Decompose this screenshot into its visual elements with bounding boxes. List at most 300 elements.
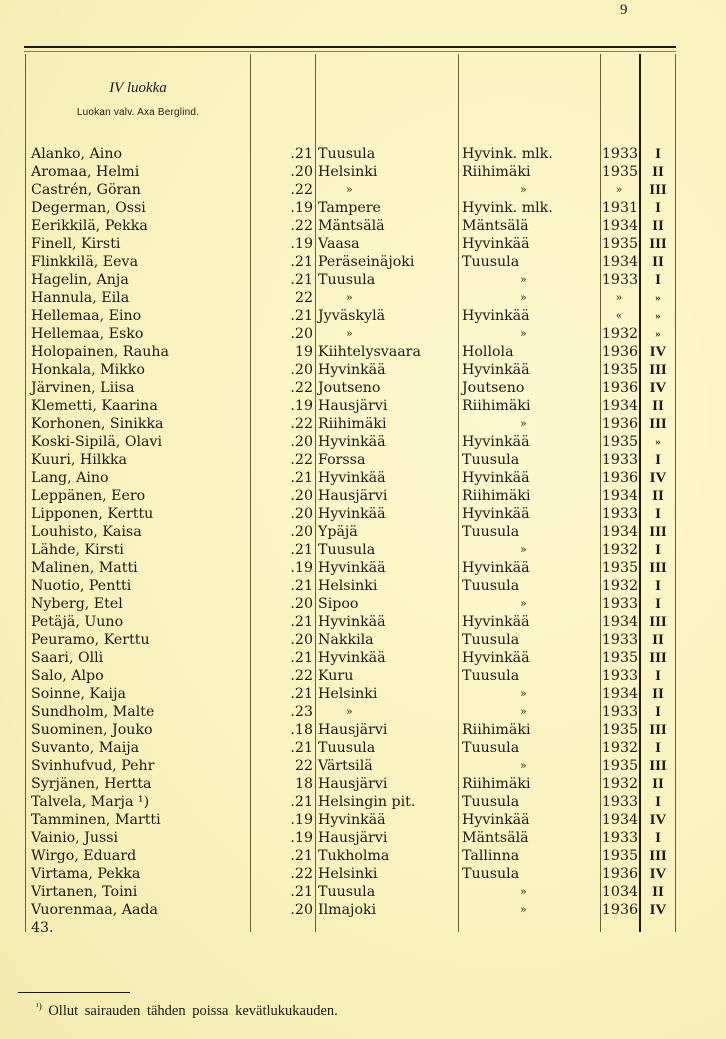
table-row bbox=[0, 757, 726, 775]
entry-year: 1935 bbox=[601, 236, 638, 252]
table-row bbox=[0, 721, 726, 739]
birthplace: Sipoo bbox=[318, 596, 359, 612]
entry-class: I bbox=[655, 668, 661, 684]
entry-class: III bbox=[649, 848, 667, 864]
birthplace: Hyvinkää bbox=[318, 650, 386, 666]
birthplace: Tampere bbox=[318, 200, 381, 216]
birthplace: Hyvinkää bbox=[318, 434, 386, 450]
entry-class: I bbox=[655, 794, 661, 810]
birth-date: .21 bbox=[290, 848, 313, 864]
home-town: Hyvinkää bbox=[462, 308, 530, 324]
birthplace: Hyvinkää bbox=[318, 560, 386, 576]
entry-class: I bbox=[655, 200, 661, 216]
table-row bbox=[0, 199, 726, 217]
entry-year: 1936 bbox=[601, 380, 638, 396]
table-row bbox=[0, 541, 726, 559]
entry-year: 1936 bbox=[601, 902, 638, 918]
home-town: Hyvinkää bbox=[462, 434, 530, 450]
student-name: Virtama, Pekka bbox=[31, 866, 141, 882]
entry-class: III bbox=[649, 182, 667, 198]
entry-class: III bbox=[649, 614, 667, 630]
birth-date: .21 bbox=[290, 740, 313, 756]
student-name: Koski-Sipilä, Olavi bbox=[31, 434, 163, 450]
student-name: Alanko, Aino bbox=[31, 146, 122, 162]
entry-year: 1932 bbox=[601, 326, 638, 342]
home-town: Tuusula bbox=[462, 632, 520, 648]
birth-date: .21 bbox=[290, 650, 313, 666]
table-row bbox=[0, 523, 726, 541]
table-row bbox=[0, 883, 726, 901]
table-row bbox=[0, 451, 726, 469]
student-name: Honkala, Mikko bbox=[31, 362, 145, 378]
birthplace: Tuusula bbox=[318, 542, 376, 558]
student-name: Saari, Olli bbox=[31, 650, 104, 666]
birthplace: Hyvinkää bbox=[318, 812, 386, 828]
entry-class: I bbox=[655, 596, 661, 612]
birth-date: .20 bbox=[290, 326, 313, 342]
birth-date: .20 bbox=[290, 488, 313, 504]
student-name: Lang, Aino bbox=[31, 470, 109, 486]
birth-date: .21 bbox=[290, 308, 313, 324]
table-row bbox=[0, 703, 726, 721]
entry-year: 1934 bbox=[601, 254, 638, 270]
table-row bbox=[0, 433, 726, 451]
birthplace: Ilmajoki bbox=[318, 902, 377, 918]
birth-date: .21 bbox=[290, 470, 313, 486]
home-town: » bbox=[520, 885, 527, 898]
home-town: » bbox=[520, 687, 527, 700]
student-count: 43. bbox=[31, 920, 54, 936]
student-name: Järvinen, Liisa bbox=[31, 380, 135, 396]
table-row bbox=[0, 685, 726, 703]
class-teacher: Luokan valv. Axa Berglind. bbox=[76, 107, 200, 118]
birthplace: Hyvinkää bbox=[318, 506, 386, 522]
table-row bbox=[0, 217, 726, 235]
home-town: Hyvinkää bbox=[462, 812, 530, 828]
entry-class: III bbox=[649, 362, 667, 378]
home-town: » bbox=[520, 417, 527, 430]
entry-year: 1934 bbox=[601, 812, 638, 828]
table-row bbox=[0, 343, 726, 361]
entry-year: 1935 bbox=[601, 434, 638, 450]
birth-date: .21 bbox=[290, 254, 313, 270]
table-row bbox=[0, 613, 726, 631]
entry-year: 1932 bbox=[601, 578, 638, 594]
birthplace: Tuusula bbox=[318, 146, 376, 162]
entry-year: 1936 bbox=[601, 416, 638, 432]
home-town: Tuusula bbox=[462, 740, 520, 756]
birth-date: .22 bbox=[290, 416, 313, 432]
table-row bbox=[0, 415, 726, 433]
birthplace: Tukholma bbox=[318, 848, 390, 864]
birth-date: .20 bbox=[290, 524, 313, 540]
home-town: Hyvink. mlk. bbox=[462, 200, 553, 216]
student-name: Virtanen, Toini bbox=[31, 884, 138, 900]
student-name: Hannula, Eila bbox=[31, 290, 130, 306]
entry-class: I bbox=[655, 506, 661, 522]
entry-year: 1934 bbox=[601, 488, 638, 504]
entry-class: III bbox=[649, 416, 667, 432]
table-row bbox=[0, 145, 726, 163]
birthplace: » bbox=[346, 183, 353, 196]
entry-year: 1936 bbox=[601, 470, 638, 486]
student-name: Holopainen, Rauha bbox=[31, 344, 169, 360]
entry-year: 1933 bbox=[601, 452, 638, 468]
student-name: Lipponen, Kerttu bbox=[31, 506, 154, 522]
entry-class: I bbox=[655, 272, 661, 288]
birthplace: Ypäjä bbox=[318, 524, 358, 540]
entry-year: 1934 bbox=[601, 398, 638, 414]
birth-date: .20 bbox=[290, 506, 313, 522]
birth-date: .22 bbox=[290, 452, 313, 468]
entry-class: IV bbox=[649, 380, 667, 396]
footnote-marker: ¹) bbox=[36, 1001, 42, 1011]
birth-date: .22 bbox=[290, 668, 313, 684]
birthplace: Kiihtelysvaara bbox=[318, 344, 421, 360]
table-row bbox=[0, 325, 726, 343]
home-town: » bbox=[520, 543, 527, 556]
student-name: Talvela, Marja ¹) bbox=[31, 794, 150, 810]
home-town: Hyvinkää bbox=[462, 506, 530, 522]
birthplace: Mäntsälä bbox=[318, 218, 385, 234]
birth-date: .20 bbox=[290, 362, 313, 378]
birthplace: Riihimäki bbox=[318, 416, 387, 432]
birth-date: .20 bbox=[290, 902, 313, 918]
entry-class: II bbox=[652, 218, 664, 234]
home-town: Hyvinkää bbox=[462, 650, 530, 666]
birthplace: Hausjärvi bbox=[318, 398, 388, 414]
table-row bbox=[0, 901, 726, 919]
birthplace: » bbox=[346, 705, 353, 718]
entry-class: IV bbox=[649, 902, 667, 918]
table-row bbox=[0, 181, 726, 199]
home-town: Riihimäki bbox=[462, 722, 531, 738]
birth-date: .21 bbox=[290, 794, 313, 810]
entry-year: 1932 bbox=[601, 740, 638, 756]
table-row bbox=[0, 775, 726, 793]
student-name: Soinne, Kaija bbox=[31, 686, 126, 702]
home-town: Hollola bbox=[462, 344, 514, 360]
table-row bbox=[0, 595, 726, 613]
student-name: Wirgo, Eduard bbox=[31, 848, 137, 864]
home-town: Riihimäki bbox=[462, 164, 531, 180]
entry-year: 1935 bbox=[601, 650, 638, 666]
footnote-rule bbox=[18, 992, 130, 993]
birthplace: Tuusula bbox=[318, 740, 376, 756]
entry-class: II bbox=[652, 164, 664, 180]
entry-year: 1034 bbox=[601, 884, 638, 900]
home-town: Joutseno bbox=[462, 380, 525, 396]
birth-date: .19 bbox=[290, 236, 313, 252]
table-row bbox=[0, 793, 726, 811]
birth-date: .21 bbox=[290, 578, 313, 594]
entry-class: I bbox=[655, 578, 661, 594]
student-name: Suominen, Jouko bbox=[31, 722, 153, 738]
entry-class: III bbox=[649, 758, 667, 774]
home-town: » bbox=[520, 903, 527, 916]
birthplace: Forssa bbox=[318, 452, 366, 468]
birthplace: Peräseinäjoki bbox=[318, 254, 415, 270]
entry-year: « bbox=[615, 309, 623, 322]
home-town: » bbox=[520, 597, 527, 610]
birth-date: .22 bbox=[290, 866, 313, 882]
birth-date: .20 bbox=[290, 434, 313, 450]
entry-class: I bbox=[655, 740, 661, 756]
birthplace: Helsinki bbox=[318, 164, 378, 180]
home-town: » bbox=[520, 705, 527, 718]
entry-year: 1933 bbox=[601, 596, 638, 612]
birthplace: Hausjärvi bbox=[318, 830, 388, 846]
entry-year: 1934 bbox=[601, 218, 638, 234]
entry-class: III bbox=[649, 650, 667, 666]
student-name: Castrén, Göran bbox=[31, 182, 141, 198]
table-row bbox=[0, 307, 726, 325]
entry-year: 1933 bbox=[601, 146, 638, 162]
birth-date: .21 bbox=[290, 686, 313, 702]
table-row bbox=[0, 469, 726, 487]
table-row bbox=[0, 235, 726, 253]
student-name: Flinkkilä, Eeva bbox=[31, 254, 139, 270]
home-town: Hyvinkää bbox=[462, 470, 530, 486]
birthplace: Värtsilä bbox=[318, 758, 373, 774]
table-row bbox=[0, 631, 726, 649]
entry-class: I bbox=[655, 146, 661, 162]
home-town: Tuusula bbox=[462, 524, 520, 540]
home-town: Hyvink. mlk. bbox=[462, 146, 553, 162]
student-name: Salo, Alpo bbox=[31, 668, 104, 684]
student-name: Peuramo, Kerttu bbox=[31, 632, 150, 648]
entry-class: III bbox=[649, 560, 667, 576]
birth-date: .21 bbox=[290, 542, 313, 558]
table-row bbox=[0, 289, 726, 307]
entry-class: » bbox=[655, 436, 661, 448]
table-row bbox=[0, 847, 726, 865]
entry-class: II bbox=[652, 398, 664, 414]
birth-date: .20 bbox=[290, 632, 313, 648]
home-town: Tuusula bbox=[462, 254, 520, 270]
birth-date: .22 bbox=[290, 218, 313, 234]
birthplace: Hyvinkää bbox=[318, 362, 386, 378]
table-row bbox=[0, 577, 726, 595]
entry-year: 1933 bbox=[601, 668, 638, 684]
birth-date: .19 bbox=[290, 560, 313, 576]
home-town: Hyvinkää bbox=[462, 560, 530, 576]
entry-class: » bbox=[655, 310, 661, 322]
entry-year: 1932 bbox=[601, 776, 638, 792]
entry-year: 1935 bbox=[601, 758, 638, 774]
entry-year: 1933 bbox=[601, 632, 638, 648]
birthplace: Tuusula bbox=[318, 884, 376, 900]
birthplace: Hausjärvi bbox=[318, 722, 388, 738]
birthplace: Nakkila bbox=[318, 632, 374, 648]
total-row bbox=[0, 919, 726, 937]
home-town: Riihimäki bbox=[462, 398, 531, 414]
birth-date: 22 bbox=[294, 290, 313, 306]
birthplace: Vaasa bbox=[318, 236, 360, 252]
home-town: Hyvinkää bbox=[462, 236, 530, 252]
entry-class: III bbox=[649, 524, 667, 540]
class-heading: IV luokka bbox=[109, 80, 167, 96]
birthplace: Hausjärvi bbox=[318, 776, 388, 792]
home-town: Tuusula bbox=[462, 668, 520, 684]
birthplace: Hyvinkää bbox=[318, 614, 386, 630]
table-row bbox=[0, 397, 726, 415]
birth-date: .20 bbox=[290, 596, 313, 612]
home-town: Tuusula bbox=[462, 866, 520, 882]
birthplace: Hyvinkää bbox=[318, 470, 386, 486]
table-row bbox=[0, 829, 726, 847]
entry-year: 1935 bbox=[601, 848, 638, 864]
birthplace: Helsinki bbox=[318, 866, 378, 882]
home-town: Mäntsälä bbox=[462, 830, 529, 846]
home-town: » bbox=[520, 183, 527, 196]
student-name: Leppänen, Eero bbox=[31, 488, 146, 504]
home-town: Riihimäki bbox=[462, 776, 531, 792]
home-town: Hyvinkää bbox=[462, 362, 530, 378]
entry-year: 1935 bbox=[601, 362, 638, 378]
footnote bbox=[36, 1001, 338, 1020]
birthplace: Helsingin pit. bbox=[318, 794, 416, 810]
birthplace: Kuru bbox=[318, 668, 354, 684]
entry-year: » bbox=[615, 183, 623, 196]
table-row bbox=[0, 379, 726, 397]
home-town: Mäntsälä bbox=[462, 218, 529, 234]
student-name: Hagelin, Anja bbox=[31, 272, 129, 288]
entry-class: II bbox=[652, 254, 664, 270]
entry-year: 1931 bbox=[601, 200, 638, 216]
table-row bbox=[0, 865, 726, 883]
entry-class: I bbox=[655, 452, 661, 468]
birth-date: .22 bbox=[290, 380, 313, 396]
entry-class: IV bbox=[649, 866, 667, 882]
student-name: Malinen, Matti bbox=[31, 560, 138, 576]
page-number: 9 bbox=[620, 2, 628, 18]
home-town: Hyvinkää bbox=[462, 614, 530, 630]
birth-date: .19 bbox=[290, 200, 313, 216]
entry-class: II bbox=[652, 686, 664, 702]
birthplace: Helsinki bbox=[318, 686, 378, 702]
student-name: Nyberg, Etel bbox=[31, 596, 123, 612]
birthplace: » bbox=[346, 327, 353, 340]
student-name: Finell, Kirsti bbox=[31, 236, 121, 252]
entry-year: 1936 bbox=[601, 344, 638, 360]
table-row bbox=[0, 253, 726, 271]
entry-year: 1936 bbox=[601, 866, 638, 882]
birth-date: .22 bbox=[290, 182, 313, 198]
entry-year: 1933 bbox=[601, 704, 638, 720]
birthplace: Helsinki bbox=[318, 578, 378, 594]
entry-year: 1935 bbox=[601, 722, 638, 738]
home-town: » bbox=[520, 273, 527, 286]
birth-date: .18 bbox=[290, 722, 313, 738]
birthplace: Hausjärvi bbox=[318, 488, 388, 504]
student-name: Korhonen, Sinikka bbox=[31, 416, 164, 432]
entry-class: II bbox=[652, 776, 664, 792]
top-rule-thin bbox=[24, 51, 676, 52]
birth-date: .21 bbox=[290, 146, 313, 162]
entry-class: » bbox=[655, 328, 661, 340]
birth-date: .23 bbox=[290, 704, 313, 720]
home-town: Tuusula bbox=[462, 578, 520, 594]
entry-class: IV bbox=[649, 812, 667, 828]
table-row bbox=[0, 163, 726, 181]
entry-year: 1932 bbox=[601, 542, 638, 558]
home-town: » bbox=[520, 327, 527, 340]
table-row bbox=[0, 505, 726, 523]
birth-date: .19 bbox=[290, 812, 313, 828]
entry-class: I bbox=[655, 704, 661, 720]
home-town: Riihimäki bbox=[462, 488, 531, 504]
entry-class: I bbox=[655, 830, 661, 846]
student-name: Suvanto, Maija bbox=[31, 740, 140, 756]
entry-year: 1934 bbox=[601, 686, 638, 702]
birth-date: 19 bbox=[294, 344, 313, 360]
entry-class: II bbox=[652, 488, 664, 504]
student-name: Petäjä, Uuno bbox=[31, 614, 124, 630]
student-name: Syrjänen, Hertta bbox=[31, 776, 152, 792]
home-town: Tuusula bbox=[462, 794, 520, 810]
entry-year: 1933 bbox=[601, 272, 638, 288]
entry-class: IV bbox=[649, 344, 667, 360]
student-name: Lähde, Kirsti bbox=[31, 542, 124, 558]
entry-class: » bbox=[655, 292, 661, 304]
birth-date: .21 bbox=[290, 614, 313, 630]
student-name: Vainio, Jussi bbox=[31, 830, 119, 846]
entry-year: 1933 bbox=[601, 794, 638, 810]
entry-year: 1934 bbox=[601, 614, 638, 630]
entry-year: 1933 bbox=[601, 830, 638, 846]
birth-date: 18 bbox=[294, 776, 313, 792]
student-name: Klemetti, Kaarina bbox=[31, 398, 158, 414]
table-row bbox=[0, 649, 726, 667]
birth-date: .20 bbox=[290, 164, 313, 180]
birthplace: » bbox=[346, 291, 353, 304]
student-name: Degerman, Ossi bbox=[31, 200, 146, 216]
table-row bbox=[0, 487, 726, 505]
home-town: Tuusula bbox=[462, 452, 520, 468]
entry-class: II bbox=[652, 884, 664, 900]
footnote-text: Ollut sairauden tähden poissa kevätlukukauden. bbox=[48, 1002, 338, 1019]
birth-date: .21 bbox=[290, 884, 313, 900]
student-name: Nuotio, Pentti bbox=[31, 578, 132, 594]
table-row bbox=[0, 361, 726, 379]
student-name: Hellemaa, Esko bbox=[31, 326, 144, 342]
entry-class: III bbox=[649, 722, 667, 738]
student-name: Louhisto, Kaisa bbox=[31, 524, 142, 540]
table-row bbox=[0, 559, 726, 577]
entry-class: IV bbox=[649, 470, 667, 486]
student-list bbox=[0, 145, 726, 937]
table-row bbox=[0, 271, 726, 289]
entry-year: 1933 bbox=[601, 506, 638, 522]
entry-year: 1935 bbox=[601, 560, 638, 576]
birth-date: .21 bbox=[290, 272, 313, 288]
student-name: Eerikkilä, Pekka bbox=[31, 218, 148, 234]
birthplace: Jyväskylä bbox=[318, 308, 386, 324]
home-town: Tallinna bbox=[462, 848, 520, 864]
student-name: Svinhufvud, Pehr bbox=[31, 758, 155, 774]
birthplace: Joutseno bbox=[318, 380, 381, 396]
student-name: Aromaa, Helmi bbox=[31, 164, 140, 180]
entry-class: II bbox=[652, 632, 664, 648]
entry-year: 1934 bbox=[601, 524, 638, 540]
student-name: Tamminen, Martti bbox=[31, 812, 161, 828]
entry-class: I bbox=[655, 542, 661, 558]
home-town: » bbox=[520, 291, 527, 304]
entry-year: 1935 bbox=[601, 164, 638, 180]
birth-date: 22 bbox=[294, 758, 313, 774]
top-rule bbox=[24, 46, 676, 48]
